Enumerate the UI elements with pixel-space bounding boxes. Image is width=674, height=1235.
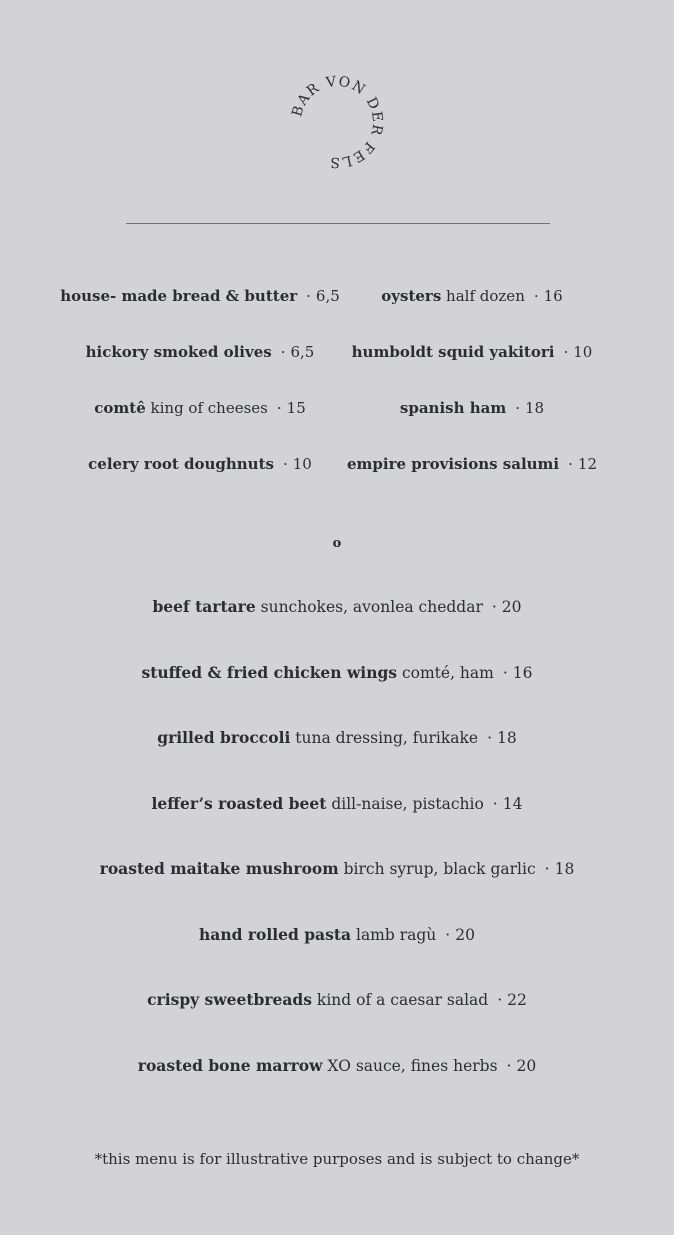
snack-item: humboldt squid yakitori · 10 [351,343,593,361]
snack-item: hickory smoked olives · 6,5 [85,343,315,361]
menu-disclaimer: *this menu is for illustrative purposes and is subject to change* [94,1150,580,1168]
snack-item: oysters half dozen · 16 [381,287,563,305]
snack-item: empire provisions salumi · 12 [346,455,598,473]
dish-item: leffer’s roasted beet dill-naise, pistachio · 14 [151,794,523,813]
snack-item: spanish ham · 18 [399,399,545,417]
dish-item: hand rolled pasta lamb ragù · 20 [199,925,475,944]
logo-text [289,74,385,171]
dish-item: crispy sweetbreads kind of a caesar salad · 22 [147,990,527,1009]
dish-item: stuffed & fried chicken wings comté, ham · 16 [141,663,533,682]
dish-item: beef tartare sunchokes, avonlea cheddar · 20 [152,597,522,616]
section-divider: o [332,536,342,551]
dish-item: grilled broccoli tuna dressing, furikake · 18 [157,728,517,747]
snack-item: celery root doughnuts · 10 [88,455,312,473]
dish-item: roasted maitake mushroom birch syrup, black garlic · 18 [99,859,575,878]
bar-logo [287,72,387,172]
logo-text-path: BAR VON DER FELS [289,73,386,171]
header-rule [126,223,550,224]
snack-item: comtê king of cheeses · 15 [94,399,306,417]
snack-item: house- made bread & butter · 6,5 [60,287,340,305]
dish-item: roasted bone marrow XO sauce, fines herbs · 20 [137,1056,537,1075]
